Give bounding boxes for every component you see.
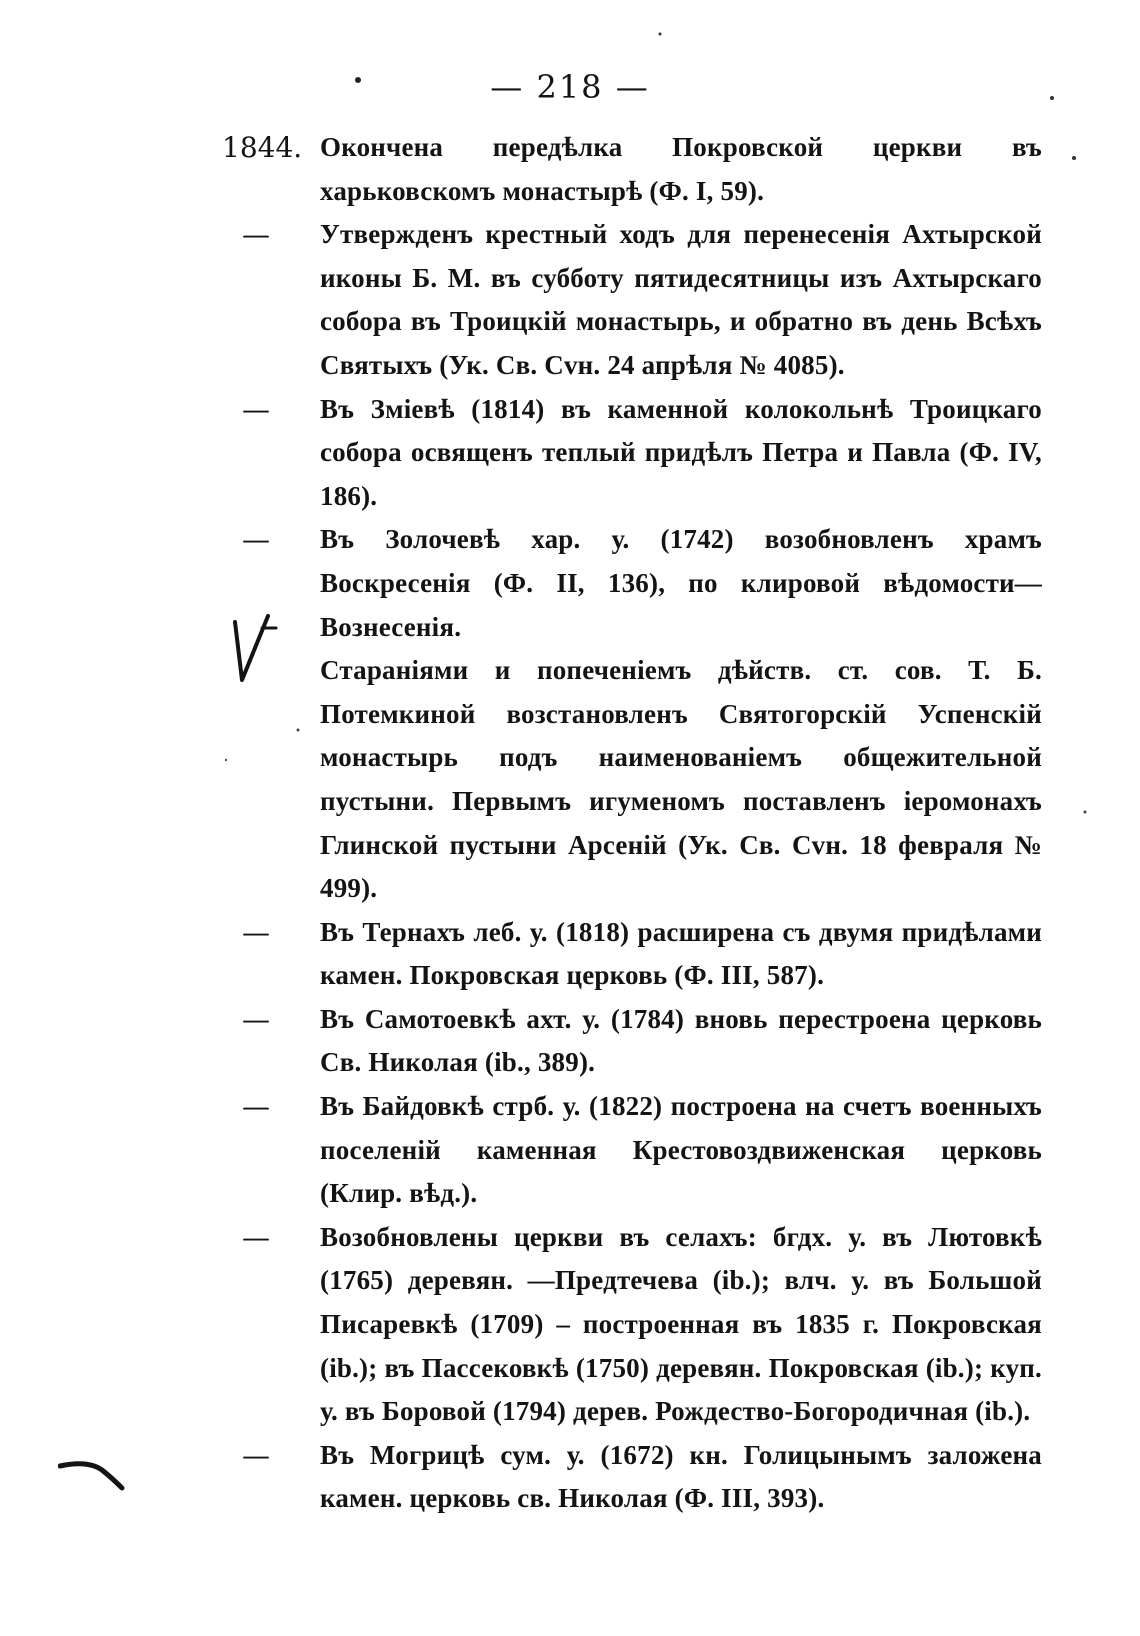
- entry-text: Въ Самотоевкѣ ахт. у. (1784) вновь перестроена церковь Св. Николая (ib., 389).: [320, 1003, 1042, 1078]
- entry-dash: —: [242, 1002, 270, 1036]
- entry: [222, 998, 1042, 1085]
- entry-text: Утвержденъ крестный ходъ для перенесенія Ахтырской иконы Б. М. въ субботу пятидесятницы изъ Ахтырскаго собора въ Троицкій монастырь, и обратно въ день Всѣхъ Святыхъ (Ук. Св. Сvн. 24 апрѣля № 4085).: [320, 219, 1042, 380]
- page-number: — 218 —: [490, 68, 650, 106]
- entry: [222, 1216, 1042, 1434]
- pen-stroke-mark: [58, 1458, 128, 1494]
- entry-dash: —: [242, 915, 270, 949]
- entry-dash: —: [242, 1438, 270, 1472]
- entry-dash: —: [242, 218, 270, 252]
- entry: [222, 518, 1042, 649]
- entry-text: Окончена передѣлка Покровской церкви въ харьковскомъ монастырѣ (Ф. I, 59).: [320, 132, 1042, 206]
- handwritten-check-mark: [232, 612, 282, 684]
- entry: [222, 1434, 1042, 1521]
- entry-dash: —: [242, 392, 270, 426]
- entry-text: Въ Могрицѣ сум. у. (1672) кн. Голицынымъ заложена камен. церковь св. Николая (Ф. III, 393).: [320, 1439, 1042, 1514]
- entry-year: 1844.: [222, 131, 303, 164]
- entry-marker-blank: [222, 649, 320, 911]
- entry: [222, 126, 1042, 213]
- entry: [222, 649, 1042, 911]
- chronicle-entries: [222, 126, 1042, 1521]
- entry-text: Возобновлены церкви въ селахъ: бгдх. у. въ Лютовкѣ (1765) деревян. —Предтечева (ib.); влч. у. въ Большой Писаревкѣ (1709) – построенная въ 1835 г. Покровская (ib.); въ Пассековкѣ (1750) деревян. Покровская (ib.); куп. у. въ Боровой (1794) дерев. Рождество-Богородичная (ib.).: [320, 1221, 1042, 1427]
- entry-text: Стараніями и попеченіемъ дѣйств. ст. сов. Т. Б. Потемкиной возстановленъ Святогорскій Успенскій монастырь подъ наименованіемъ общежительной пустыни. Первымъ игуменомъ поставленъ іеромонахъ Глинской пустыни Арсеній (Ук. Св. Сvн. 18 февраля № 499).: [320, 655, 1042, 904]
- entry-text: Въ Тернахъ леб. у. (1818) расширена съ двумя придѣлами камен. Покровская церковь (Ф. III, 587).: [320, 916, 1042, 991]
- entry-text: Въ Змiевѣ (1814) въ каменной колокольнѣ Троицкаго собора освященъ теплый придѣлъ Петра и Павла (Ф. IV, 186).: [320, 393, 1042, 511]
- entry-text: Въ Золочевѣ хар. у. (1742) возобновленъ храмъ Воскресенія (Ф. II, 136), по клировой вѣдомости—Вознесенія.: [320, 524, 1042, 642]
- entry: [222, 1085, 1042, 1216]
- entry: [222, 911, 1042, 998]
- entry: [222, 213, 1042, 387]
- entry-dash: —: [242, 1220, 270, 1254]
- entry-text: Въ Байдовкѣ стрб. у. (1822) построена на счетъ военныхъ поселеній каменная Крестовоздвиженская церковь (Клир. вѣд.).: [320, 1091, 1042, 1209]
- entry: [222, 388, 1042, 519]
- entry-dash: —: [242, 1090, 270, 1124]
- entry-dash: —: [242, 523, 270, 557]
